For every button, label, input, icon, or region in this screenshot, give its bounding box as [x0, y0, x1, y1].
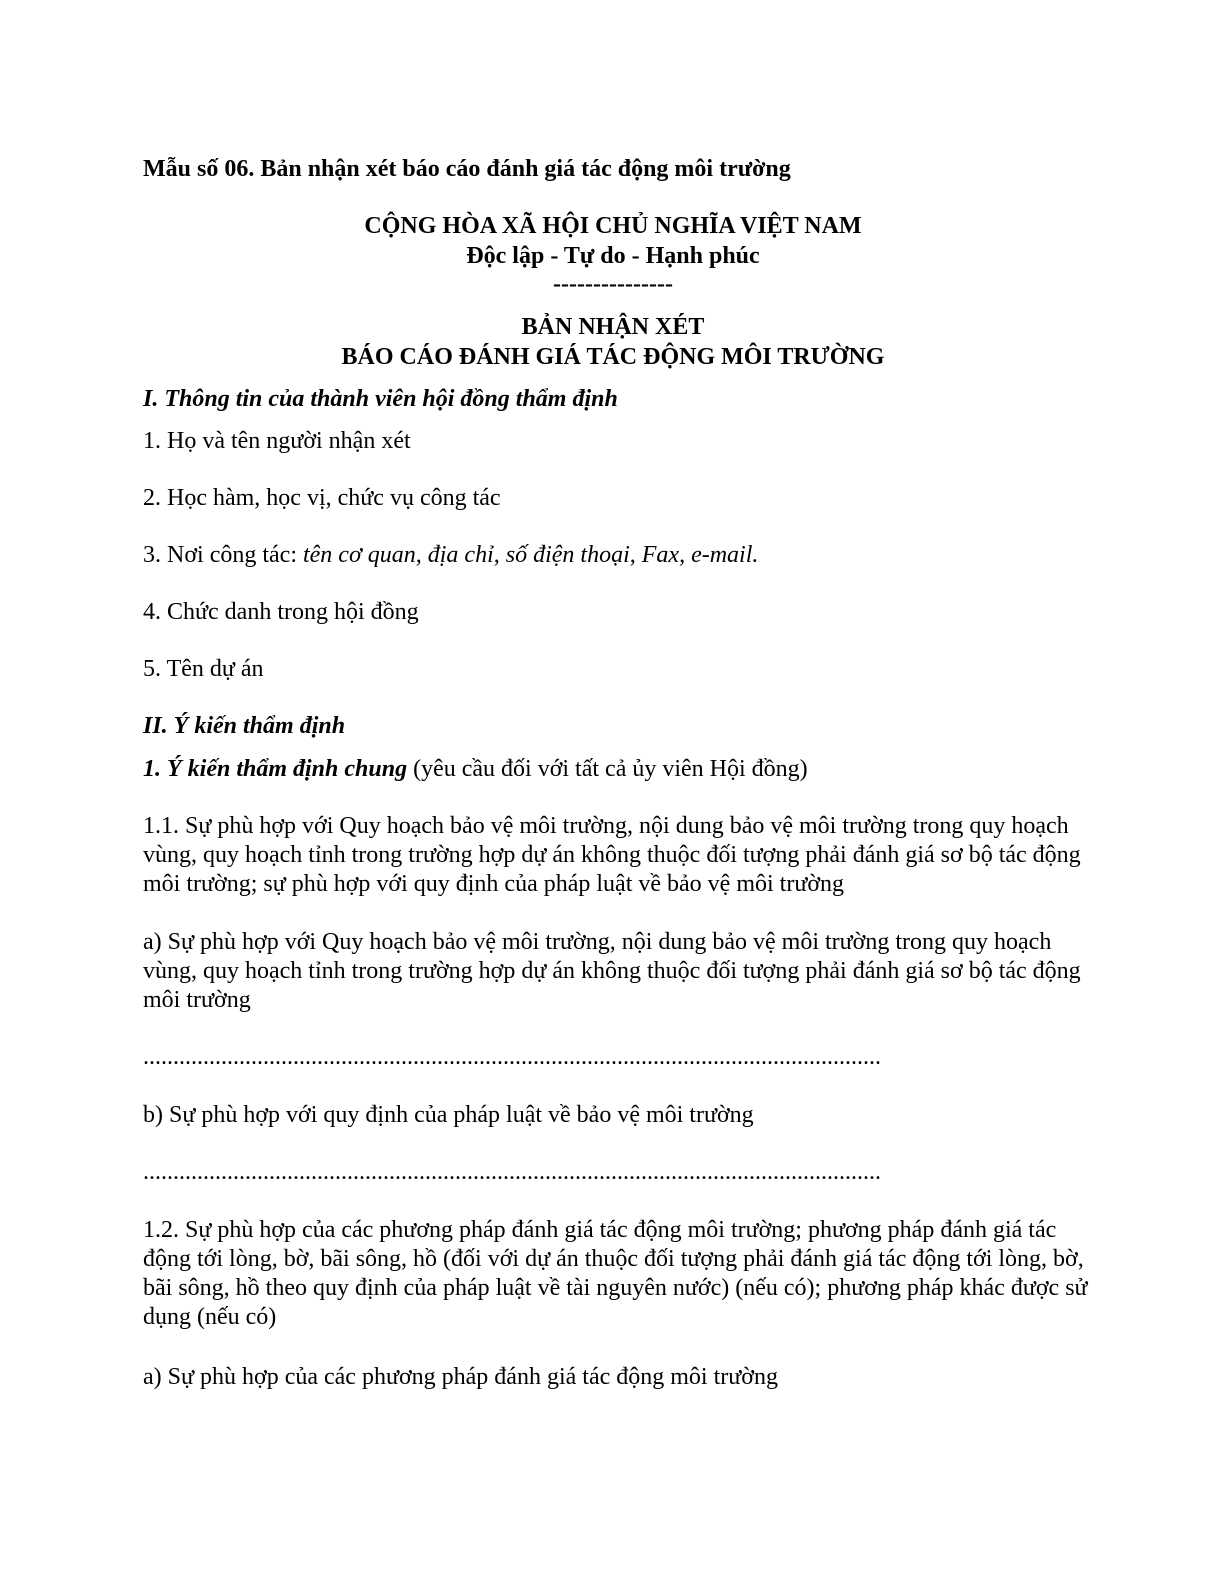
form-title: Mẫu số 06. Bản nhận xét báo cáo đánh giá tác động môi trường: [143, 156, 791, 182]
section1-item-4: 4. Chức danh trong hội đồng: [143, 599, 419, 625]
section1-heading: I. Thông tin của thành viên hội đồng thẩm định: [143, 386, 618, 412]
paragraph-1-2: 1.2. Sự phù hợp của các phương pháp đánh giá tác động môi trường; phương pháp đánh giá tác động tới lòng, bờ, bãi sông, hồ (đối với dự án thuộc đối tượng phải đánh giá tác động tới lòng, bờ, bãi sông, hồ theo quy định của pháp luật về tài nguyên nước) (nếu có); phương pháp khác được sử dụng (nếu có): [143, 1217, 1088, 1330]
national-motto: Độc lập - Tự do - Hạnh phúc: [466, 243, 760, 269]
section1-item-2: 2. Học hàm, học vị, chức vụ công tác: [143, 485, 501, 511]
section1-item-3-detail: tên cơ quan, địa chỉ, số điện thoại, Fax, e-mail.: [302, 542, 759, 568]
paragraph-1-1-a: a) Sự phù hợp với Quy hoạch bảo vệ môi trường, nội dung bảo vệ môi trường trong quy hoạch vùng, quy hoạch tỉnh trong trường hợp dự án không thuộc đối tượng phải đánh giá sơ bộ tác động môi trường: [143, 929, 1081, 1013]
section1-item-1: 1. Họ và tên người nhận xét: [143, 428, 411, 454]
section2-heading: II. Ý kiến thẩm định: [143, 713, 346, 739]
section1-item-3: [143, 541, 1093, 570]
paragraph-1-2-a: a) Sự phù hợp của các phương pháp đánh giá tác động môi trường: [143, 1364, 778, 1390]
section2-sub1: [143, 755, 1093, 784]
section1-item-5: 5. Tên dự án: [143, 656, 264, 682]
paragraph-1-1-b: b) Sự phù hợp với quy định của pháp luật về bảo vệ môi trường: [143, 1102, 754, 1128]
section2-sub1-note: (yêu cầu đối với tất cả ủy viên Hội đồng): [407, 756, 808, 782]
dotted-answer-line-1: ...........................................................................................................................: [143, 1044, 881, 1070]
header-divider: ---------------: [553, 271, 673, 297]
national-title: CỘNG HÒA XÃ HỘI CHỦ NGHĨA VIỆT NAM: [364, 213, 862, 239]
document-title-line2: BÁO CÁO ĐÁNH GIÁ TÁC ĐỘNG MÔI TRƯỜNG: [341, 344, 885, 370]
section2-sub1-heading: 1. Ý kiến thẩm định chung: [143, 756, 408, 782]
section1-item-3-label: 3. Nơi công tác:: [143, 542, 303, 568]
paragraph-1-1: 1.1. Sự phù hợp với Quy hoạch bảo vệ môi trường, nội dung bảo vệ môi trường trong quy hoạch vùng, quy hoạch tỉnh trong trường hợp dự án không thuộc đối tượng phải đánh giá sơ bộ tác động môi trường; sự phù hợp với quy định của pháp luật về bảo vệ môi trường: [143, 813, 1081, 897]
document-title-line1: BẢN NHẬN XÉT: [521, 314, 705, 340]
dotted-answer-line-2: ...........................................................................................................................: [143, 1159, 881, 1185]
